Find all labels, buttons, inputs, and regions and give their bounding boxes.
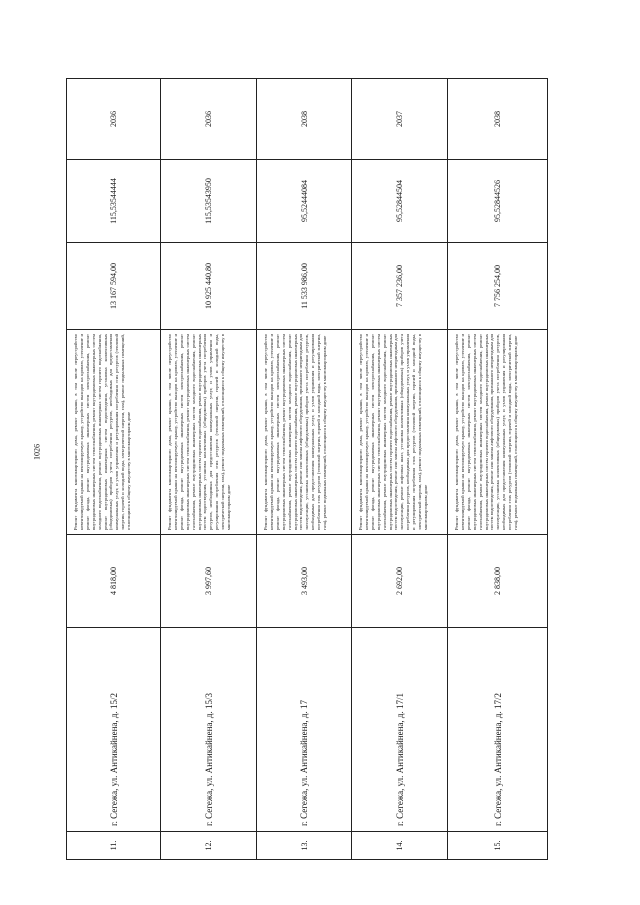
row-number: 12.	[161, 831, 257, 859]
works-cell: Ремонт фундамента многоквартирного дома, ремонт крыши, в том числе переустройство невентилируемой крыши на вентилируемую крышу, устройство выходов на кровлю, утепление и ремонт фасада, ремонт внутридомовых инженерных систем электроснабжения, ремонт внутридомовых инженерных систем теплоснабжения, ремонт внутридомовых инженерных систем газоснабжения, ремонт внутридомовых инженерных систем холодного водоснабжения, ремонт внутридомовых инженерных систем горячего водоснабжения, ремонт внутридомовых инженерных систем водоотведения, ремонт или замена лифтового оборудования, признанного непригодным для эксплуатации, ремонт лифтовых шахт, установка коллективных (общедомовых) приборов учета потребления ресурсов, необходимых для предоставления коммунальных услуг, и узлов управления и регулирования потребления этих ресурсов (тепловой энергии, горячей и холодной воды, электрической энергии, газа), ремонт подвальных помещений, относящихся к общему имуществу в многоквартирном доме	[352, 329, 448, 534]
address-cell: г. Сегежа, ул. Антикайнена, д. 15/3	[161, 627, 257, 831]
year-cell: 2037	[352, 78, 448, 159]
table-frame	[66, 78, 548, 860]
cost-cell: 11 533 986,00	[257, 242, 352, 329]
cost-cell: 7 357 236,00	[352, 242, 448, 329]
row-number: 14.	[352, 831, 448, 859]
works-cell: Ремонт фундамента многоквартирного дома, ремонт крыши, в том числе переустройство невентилируемой крыши на вентилируемую крышу, устройство выходов на кровлю, утепление и ремонт фасада, ремонт внутридомовых инженерных систем электроснабжения, ремонт внутридомовых инженерных систем теплоснабжения, ремонт внутридомовых инженерных систем газоснабжения, ремонт внутридомовых инженерных систем холодного водоснабжения, ремонт внутридомовых инженерных систем горячего водоснабжения, ремонт внутридомовых инженерных систем водоотведения, ремонт или замена лифтового оборудования, признанного непригодным для эксплуатации, установка коллективных (общедомовых) приборов учета потребления ресурсов, необходимых для предоставления коммунальных услуг, и узлов управления и регулирования потребления этих ресурсов (тепловой энергии, горячей и холодной воды, электрической энергии, газа), ремонт подвальных помещений, относящихся к общему имуществу в многоквартирном доме	[257, 329, 352, 534]
works-cell: Ремонт фундамента многоквартирного дома, ремонт крыши, в том числе переустройство невентилируемой крыши на вентилируемую крышу, устройство выходов на кровлю, утепление и ремонт фасада, ремонт внутридомовых инженерных систем электроснабжения, ремонт внутридомовых инженерных систем теплоснабжения, ремонт внутридомовых инженерных систем газоснабжения, ремонт внутридомовых инженерных систем холодного водоснабжения, ремонт внутридомовых инженерных систем горячего водоснабжения, ремонт внутридомовых инженерных систем водоотведения, установка коллективных (общедомовых) приборов учета потребления ресурсов, необходимых для предоставления коммунальных услуг, и узлов управления и регулирования потребления этих ресурсов (тепловой энергии, горячей и холодной воды, электрической энергии, газа), ремонт подвальных помещений, относящихся к общему имуществу в многоквартирном доме	[161, 329, 257, 534]
cost-cell: 10 925 440,80	[161, 242, 257, 329]
works-cell: Ремонт фундамента многоквартирного дома, ремонт крыши, в том числе переустройство невентилируемой крыши на вентилируемую крышу, устройство выходов на кровлю, утепление и ремонт фасада, ремонт внутридомовых инженерных систем электроснабжения, ремонт внутридомовых инженерных систем теплоснабжения, ремонт внутридомовых инженерных систем холодного водоснабжения, ремонт внутридомовых инженерных систем горячего водоснабжения, ремонт внутридомовых инженерных систем водоотведения, установка коллективных (общедомовых) приборов учета потребления ресурсов, необходимых для предоставления коммунальных услуг, и узлов управления и регулирования потребления этих ресурсов (тепловой энергии, горячей и холодной воды, электрической энергии, газа), ремонт подвальных помещений, относящихся к общему имуществу в многоквартирном доме	[67, 329, 161, 534]
row-number: 13.	[257, 831, 352, 859]
unit-cost-cell: 115,53544444	[67, 159, 161, 242]
address-cell: г. Сегежа, ул. Антикайнена, д. 15/2	[67, 627, 161, 831]
year-cell: 2038	[257, 78, 352, 159]
unit-cost-cell: 115,53543950	[161, 159, 257, 242]
works-cell: Ремонт фундамента многоквартирного дома, ремонт крыши, в том числе переустройство невентилируемой крыши на вентилируемую крышу, устройство выходов на кровлю, утепление и ремонт фасада, ремонт внутридомовых инженерных систем электроснабжения, ремонт внутридомовых инженерных систем теплоснабжения, ремонт внутридомовых инженерных систем газоснабжения, ремонт внутридомовых инженерных систем холодного водоснабжения, ремонт внутридомовых инженерных систем горячего водоснабжения, ремонт внутридомовых инженерных систем водоотведения, ремонт или замена лифтового оборудования, признанного непригодным для эксплуатации, установка коллективных (общедомовых) приборов учета потребления ресурсов, необходимых для предоставления коммунальных услуг, и узлов управления и регулирования потребления этих ресурсов (тепловой энергии, горячей и холодной воды, электрической энергии, газа), ремонт подвальных помещений, относящихся к общему имуществу в многоквартирном доме	[448, 329, 548, 534]
year-cell: 2036	[161, 78, 257, 159]
address-cell: г. Сегежа, ул. Антикайнена, д. 17	[257, 627, 352, 831]
page-number: 1026	[32, 444, 42, 460]
area-cell: 3 493,00	[257, 534, 352, 627]
works-table	[66, 78, 548, 860]
unit-cost-cell: 95,52844526	[448, 159, 548, 242]
cost-cell: 13 167 594,00	[67, 242, 161, 329]
unit-cost-cell: 95,52844504	[352, 159, 448, 242]
year-cell: 2038	[448, 78, 548, 159]
year-cell: 2036	[67, 78, 161, 159]
area-cell: 3 997,60	[161, 534, 257, 627]
unit-cost-cell: 95,52444084	[257, 159, 352, 242]
area-cell: 2 692,00	[352, 534, 448, 627]
address-cell: г. Сегежа, ул. Антикайнена, д. 17/2	[448, 627, 548, 831]
row-number: 15.	[448, 831, 548, 859]
area-cell: 4 818,00	[67, 534, 161, 627]
area-cell: 2 838,00	[448, 534, 548, 627]
row-number: 11.	[67, 831, 161, 859]
address-cell: г. Сегежа, ул. Антикайнена, д. 17/1	[352, 627, 448, 831]
cost-cell: 7 756 254,00	[448, 242, 548, 329]
